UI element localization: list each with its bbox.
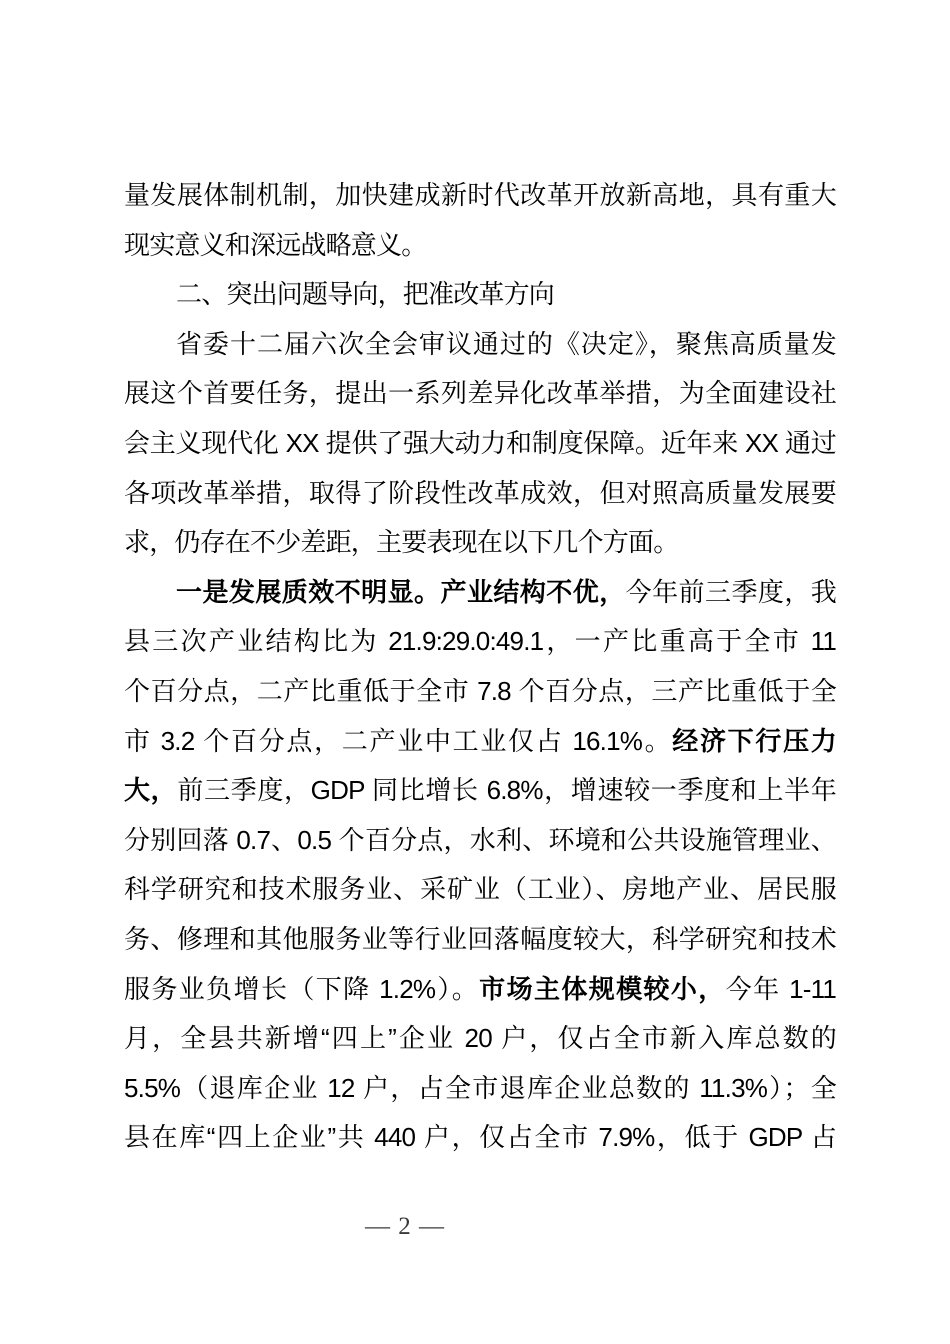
text-line xyxy=(124,766,836,816)
bold-text-segment: 一是发展质效不明显。产业结构不优， xyxy=(176,576,626,607)
text-line xyxy=(124,1014,836,1064)
text-line xyxy=(124,915,836,965)
text-segment: 市 3.2 个百分点，二产业中工业仅占 16.1%。 xyxy=(124,725,673,756)
text-segment: 求，仍存在不少差距，主要表现在以下几个方面。 xyxy=(124,527,679,558)
text-line xyxy=(124,568,836,618)
text-segment: 县三次产业结构比为 21.9:29.0:49.1，一产比重高于全市 11 xyxy=(124,626,836,657)
text-segment: 服务业负增长（下降 1.2%）。 xyxy=(124,973,480,1004)
text-segment: 务、修理和其他服务业等行业回落幅度较大，科学研究和技术 xyxy=(124,923,836,954)
text-segment: 量发展体制机制，加快建成新时代改革开放新高地，具有重大 xyxy=(124,180,836,210)
text-segment: 前三季度，GDP 同比增长 6.8%，增速较一季度和上半年 xyxy=(177,775,836,806)
text-line xyxy=(124,419,836,469)
text-line xyxy=(124,816,836,866)
bold-text-segment: 大， xyxy=(124,775,178,806)
text-line xyxy=(124,518,836,568)
text-line xyxy=(124,965,836,1015)
text-line xyxy=(124,221,836,271)
text-line xyxy=(124,1064,836,1114)
text-segment: 个百分点，二产比重低于全市 7.8 个百分点，三产比重低于全 xyxy=(124,675,836,706)
text-segment: 各项改革举措，取得了阶段性改革成效，但对照高质量发展要 xyxy=(124,477,836,508)
text-segment: 展这个首要任务，提出一系列差异化改革举措，为全面建设社 xyxy=(124,378,836,409)
text-line xyxy=(124,469,836,519)
bold-text-segment: 市场主体规模较小， xyxy=(479,973,726,1004)
bold-text-segment: 经济下行压力 xyxy=(672,725,836,756)
text-line xyxy=(124,865,836,915)
text-segment: 县在库“四上企业”共 440 户，仅占全市 7.9%，低于 GDP 占 xyxy=(124,1122,836,1153)
text-line xyxy=(124,617,836,667)
text-line xyxy=(124,667,836,717)
text-segment: 今年前三季度，我 xyxy=(625,576,836,607)
text-line xyxy=(124,717,836,767)
text-line xyxy=(124,171,836,221)
text-segment: 省委十二届六次全会审议通过的《决定》，聚焦高质量发 xyxy=(176,328,836,359)
text-segment: 会主义现代化 XX 提供了强大动力和制度保障。近年来 XX 通过 xyxy=(124,427,836,458)
section-heading-line xyxy=(124,270,836,320)
text-segment: 5.5%（退库企业 12 户，占全市退库企业总数的 11.3%）；全 xyxy=(124,1072,836,1103)
text-segment: 今年 1-11 xyxy=(725,973,837,1004)
text-line xyxy=(124,320,836,370)
page-number: — 2 — xyxy=(365,1213,445,1240)
text-segment: 二、突出问题导向，把准改革方向 xyxy=(176,279,555,310)
document-body xyxy=(124,171,836,1163)
text-segment: 现实意义和深远战略意义。 xyxy=(124,229,427,260)
text-line xyxy=(124,369,836,419)
text-line xyxy=(124,1113,836,1163)
text-segment: 科学研究和技术服务业、采矿业（工业）、房地产业、居民服 xyxy=(124,874,836,905)
text-segment: 分别回落 0.7、0.5 个百分点，水利、环境和公共设施管理业、 xyxy=(124,824,836,855)
text-segment: 月，全县共新增“四上”企业 20 户，仅占全市新入库总数的 xyxy=(124,1023,836,1054)
